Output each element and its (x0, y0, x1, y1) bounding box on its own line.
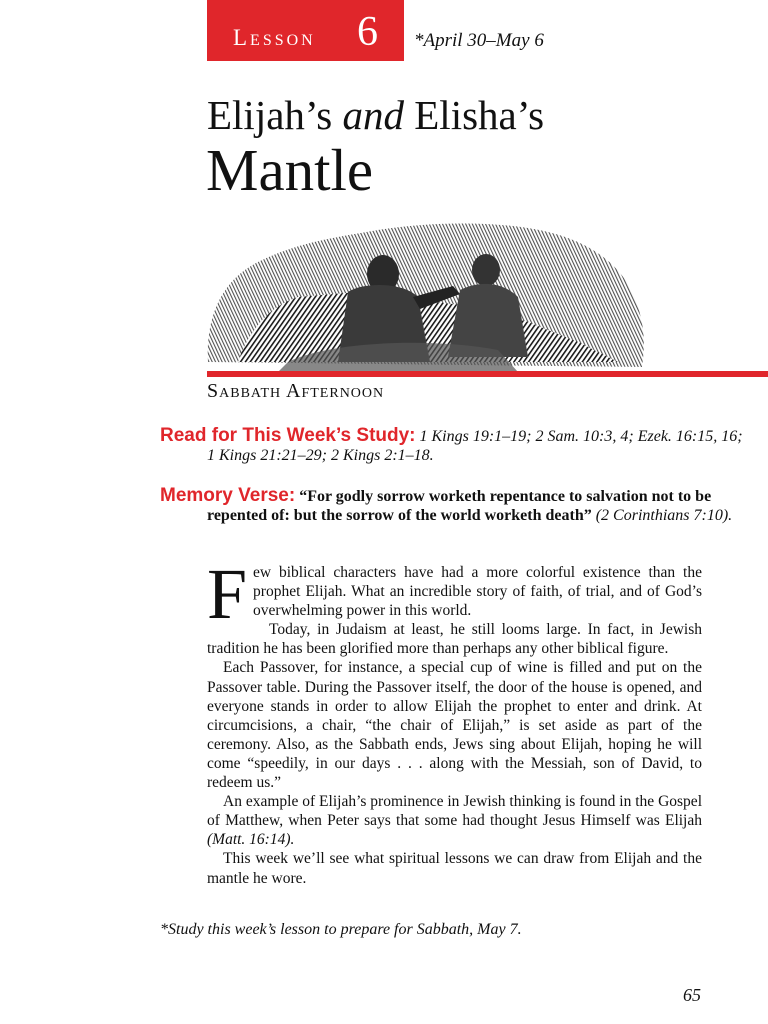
lesson-number: 6 (357, 9, 378, 55)
body-paragraph-1: Few biblical characters have had a more colorful existence than the prophet Elijah. What an incredible story of faith, of trial, and of God’s overwhelming power in this world. (207, 554, 702, 634)
engraving-illustration (198, 212, 652, 372)
memory-verse-text: “For godly sorrow worketh repentance to salvation not to be repented of: but the sorrow of the world worketh death” (207, 488, 712, 524)
body-paragraph-2: Today, in Judaism at least, he still looms large. In fact, in Jewish tradition he has been glorified more than perhaps any other biblical figure. (207, 621, 702, 658)
drop-cap: F (207, 554, 248, 634)
study-footnote: *Study this week’s lesson to prepare for Sabbath, May 7. (160, 921, 522, 938)
body-paragraph-5: This week we’ll see what spiritual lessons we can draw from Elijah and the mantle he wore. (207, 850, 702, 887)
lesson-title-line1: Elijah’s and Elisha’s (207, 92, 545, 138)
read-references: 1 Kings 19:1–19; 2 Sam. 10:3, 4; Ezek. 16:15, 16; 1 Kings 21:21–29; 2 Kings 2:1–18. (207, 428, 743, 464)
lesson-title-line2: Mantle (206, 137, 374, 203)
read-assignment (160, 426, 749, 465)
body-paragraph-4: An example of Elijah’s prominence in Jewish thinking is found in the Gospel of Matthew, when Peter says that some had thought Jesus Himself was Elijah (Matt. 16:14). (207, 793, 702, 849)
section-rule (207, 371, 768, 377)
lesson-body (207, 554, 702, 888)
section-heading: Sabbath Afternoon (207, 380, 385, 402)
body-paragraph-3: Each Passover, for instance, a special cup of wine is filled and put on the Passover table. During the Passover itself, the door of the house is opened, and everyone stands in order to allow Elijah the prophet to enter and drink. At circumcisions, a chair, “the chair of Elijah,” is set aside as part of the ceremony. Also, as the Sabbath ends, Jews sing about Elijah, hoping he will come “speedily, in our days . . . along with the Messiah, son of David, to redeem us.” (207, 659, 702, 792)
memory-verse-label: Memory Verse: (160, 485, 296, 506)
memory-verse-block (160, 486, 749, 525)
lesson-label: Lesson (233, 25, 316, 50)
memory-verse-reference: (2 Corinthians 7:10). (595, 507, 733, 524)
read-label: Read for This Week’s Study: (160, 425, 416, 446)
lesson-badge (207, 0, 404, 61)
lesson-date-range: *April 30–May 6 (414, 30, 544, 51)
page-number: 65 (683, 985, 701, 1005)
